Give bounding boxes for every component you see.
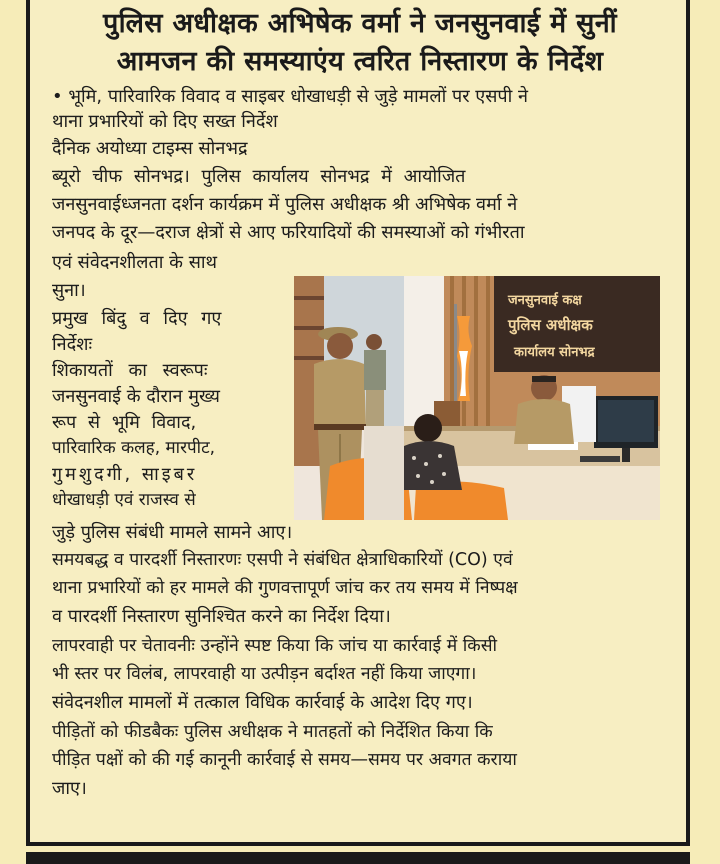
intro-line-2: जनसुनवाईध्जनता दर्शन कार्यक्रम में पुलिस अधीक्षक श्री अभिषेक वर्मा ने	[52, 194, 518, 215]
timely-line-1: समयबद्ध व पारदर्शी निस्तारणः एसपी ने संबंधित क्षेत्राधिकारियों (CO) एवं	[52, 550, 513, 570]
timely-line-3: व पारदर्शी निस्तारण सुनिश्चित करने का निर्देश दिया।	[52, 606, 391, 627]
sign-text-line-1: जनसुनवाई कक्ष	[508, 293, 582, 308]
bottom-border	[26, 852, 690, 864]
intro-line-4: एवं संवेदनशीलता के साथ	[52, 252, 218, 273]
points-heading-line-2: निर्देशः	[52, 334, 93, 355]
article-photo	[294, 276, 660, 520]
complaint-line-2: जनसुनवाई के दौरान मुख्य	[52, 386, 220, 407]
complaint-line-4: पारिवारिक कलह, मारपीट,	[52, 438, 216, 458]
bullet-line-1: • भूमि, पारिवारिक विवाद व साइबर धोखाधड़ी से जुड़े मामलों पर एसपी ने	[52, 86, 528, 107]
complaint-line-1: शिकायतों का स्वरूपः	[52, 360, 208, 381]
headline-line-2: आमजन की समस्याएंय त्वरित निस्तारण के निर्देश	[116, 46, 604, 77]
warning-line-2: भी स्तर पर विलंब, लापरवाही या उत्पीड़न बर्दाश्त नहीं किया जाएगा।	[52, 664, 477, 684]
complaint-line-6: धोखाधड़ी एवं राजस्व से	[52, 490, 196, 510]
timely-line-2: थाना प्रभारियों को हर मामले की गुणवत्तापूर्ण जांच कर तय समय में निष्पक्ष	[52, 578, 518, 598]
feedback-line-2: पीड़ित पक्षों को की गई कानूनी कार्रवाई से समय—समय पर अवगत कराया	[52, 750, 517, 770]
feedback-line-3: जाए।	[52, 778, 87, 799]
headline-line-1: पुलिस अधीक्षक अभिषेक वर्मा ने जनसुनवाई में सुनीं	[103, 8, 617, 39]
warning-line-1: लापरवाही पर चेतावनीः उन्होंने स्पष्ट किया कि जांच या कार्रवाई में किसी	[52, 636, 498, 656]
intro-line-1: ब्यूरो चीफ सोनभद्र। पुलिस कार्यालय सोनभद्र में आयोजित	[52, 166, 466, 187]
warning-line-3: संवेदनशील मामलों में तत्काल विधिक कार्रवाई के आदेश दिए गए।	[52, 692, 473, 713]
sign-text-line-2: पुलिस अधीक्षक	[508, 316, 593, 334]
intro-line-5: सुना।	[52, 280, 86, 301]
feedback-line-1: पीड़ितों को फीडबैकः पुलिस अधीक्षक ने मातहतों को निर्देशित किया कि	[52, 722, 493, 742]
source-line: दैनिक अयोध्या टाइम्स सोनभद्र	[52, 138, 248, 159]
office-scene-illustration	[294, 276, 660, 520]
complaint-line-3: रूप से भूमि विवाद,	[52, 412, 197, 433]
complaint-line-7: जुड़े पुलिस संबंधी मामले सामने आए।	[52, 522, 293, 543]
bullet-line-2: थाना प्रभारियों को दिए सख्त निर्देश	[52, 111, 278, 132]
points-heading-line-1: प्रमुख बिंदु व दिए गए	[52, 308, 222, 329]
sign-text-line-3: कार्यालय सोनभद्र	[514, 345, 595, 360]
intro-line-3: जनपद के दूर—दराज क्षेत्रों से आए फरियादियों की समस्याओं को गंभीरता	[52, 222, 525, 243]
complaint-line-5: गुमशुदगी, साइबर	[52, 464, 198, 485]
